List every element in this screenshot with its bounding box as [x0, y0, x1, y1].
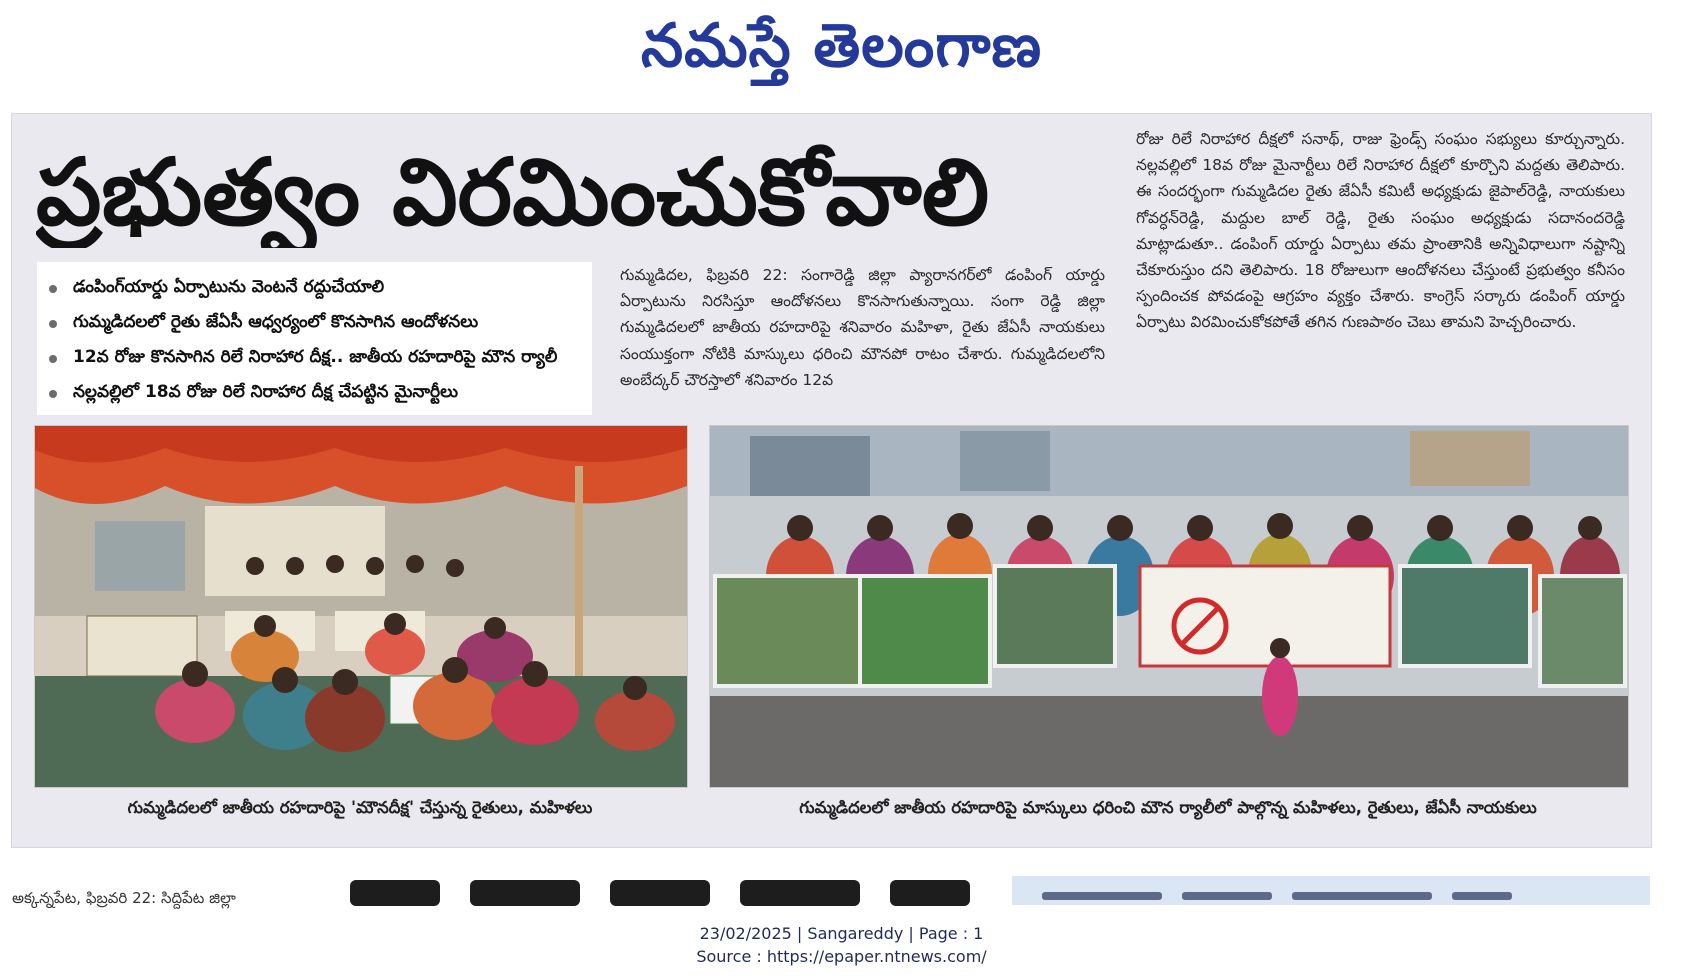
masthead — [0, 0, 1683, 95]
highlight-text: నల్లవల్లిలో 18వ రోజు రిలే నిరాహార దీక్ష చేపట్టిన మైనార్టీలు — [73, 381, 459, 402]
newspaper-title: నమస్తే తెలంగాణ — [640, 11, 1043, 81]
photo-sit-in-protest — [34, 425, 688, 788]
photo-caption-right: గుమ్మడిదలలో జాతీయ రహదారిపై మాస్కులు ధరించి మౌన ర్యాలీలో పాల్గొన్న మహిళలు, రైతులు, జేఏసీ నాయకులు — [799, 798, 1537, 817]
article-headline: ప్రభుత్వం విరమించుకోవాలి — [36, 139, 990, 246]
article-body-column-1: గుమ్మడిదల, ఫిబ్రవరి 22: సంగారెడ్డి జిల్లా ప్యారానగర్‌లో డంపింగ్ యార్డు ఏర్పాటును నిరసిస్తూ ఆందోళనలు కొనసాగుతున్నాయి. సంగా రెడ్డి జిల్లా గుమ్మడిదలలో జాతీయ రహదారిపై శనివారం మహిళా, రైతు జేఏసీ నాయకులు సంయుక్తంగా నోటికి మాస్కులు ధరించి మౌనపో రాటం చేశారు. గుమ్మడిదలలోని అంబేద్కర్ చౌరస్తాలో శనివారం 12వ — [620, 266, 1105, 389]
next-article-snippet: అక్కన్నపేట, ఫిబ్రవరి 22: సిద్దిపేట జిల్లా — [12, 889, 236, 907]
bullet-dot-icon — [49, 285, 57, 293]
highlight-text: 12వ రోజు కొనసాగిన రిలే నిరాహార దీక్ష.. జాతీయ రహదారిపై మౌన ర్యాలీ — [73, 346, 558, 367]
footer-edition-info: 23/02/2025 | Sangareddy | Page : 1 — [699, 924, 984, 943]
article-body-column-2: రోజు రిలే నిరాహార దీక్షలో సనాథ్, రాజు ఫ్రెండ్స్ సంఘం సభ్యులు కూర్చున్నారు. నల్లవల్లిలో 18వ రోజు మైనార్టీలు రిలే నిరాహార దీక్షలో కూర్చొని మద్దతు తెలిపారు. ఈ సందర్భంగా గుమ్మడిదల రైతు జేఏసీ కమిటీ అధ్యక్షుడు జైపాల్‌రెడ్డి, నాయకులు గోవర్ధన్‌రెడ్డి, మద్దుల బాల్ రెడ్డి, రైతు సంఘం అధ్యక్షుడు సదానందరెడ్డి మాట్లాడుతూ.. డంపింగ్ యార్డు ఏర్పాటు తమ ప్రాంతానికి అన్నివిధాలుగా నష్టాన్ని చేకూరుస్తుం దని తెలిపారు. 18 రోజులుగా ఆందోళనలు చేస్తుంటే ప్రభుత్వం కనీసం స్పందించక పోవడంపై ఆగ్రహం వ్యక్తం చేశారు. కాంగ్రెస్ సర్కారు డంపింగ్ యార్డు ఏర్పాటు విరమించుకోకపోతే తగిన గుణపాఠం చెబు తామని హెచ్చరించారు. — [1136, 130, 1625, 332]
photo-caption-left: గుమ్మడిదలలో జాతీయ రహదారిపై 'మౌనదీక్ష' చేస్తున్న రైతులు, మహిళలు — [127, 798, 593, 817]
next-article-box-cut — [1012, 876, 1650, 905]
bullet-dot-icon — [49, 320, 57, 328]
bullet-dot-icon — [49, 355, 57, 363]
highlights-box — [37, 262, 592, 415]
next-article-headline-cut — [350, 872, 990, 906]
bullet-dot-icon — [49, 390, 57, 398]
highlight-item — [49, 376, 586, 411]
highlight-item — [49, 341, 586, 376]
highlight-item — [49, 271, 586, 306]
highlight-text: గుమ్మడిదలలో రైతు జేఏసీ ఆధ్వర్యంలో కొనసాగిన ఆందోళనలు — [73, 311, 479, 332]
footer-source: Source : https://epaper.ntnews.com/ — [696, 947, 987, 966]
highlight-item — [49, 306, 586, 341]
photo-silent-rally — [709, 425, 1629, 788]
highlight-text: డంపింగ్‌యార్డు ఏర్పాటును వెంటనే రద్దుచేయాలి — [73, 276, 385, 297]
